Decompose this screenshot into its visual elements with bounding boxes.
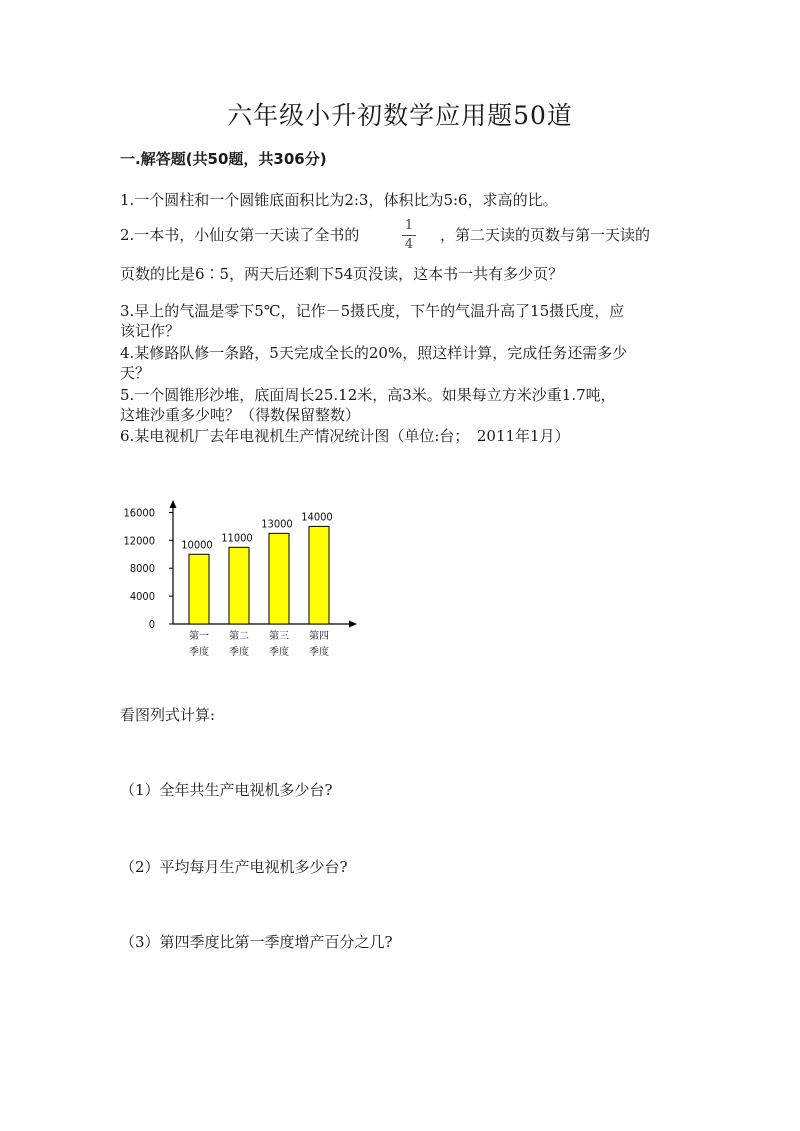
question-1: 1.一个圆柱和一个圆锥底面积比为2:3，体积比为5:6，求高的比。: [120, 191, 558, 209]
x-category-label: 第三: [269, 631, 289, 642]
y-tick-label: 16000: [123, 506, 155, 520]
fraction-one-quarter: [402, 218, 416, 253]
fraction-bar: [402, 235, 416, 236]
x-category-label: 第二: [229, 631, 249, 642]
y-tick-label: 12000: [123, 534, 155, 548]
page-title: 六年级小升初数学应用题50道: [227, 101, 573, 130]
y-axis-arrow: [170, 500, 177, 508]
bar-3: [269, 533, 289, 624]
fraction-numerator: 1: [404, 218, 414, 233]
chart-svg: [105, 490, 375, 670]
question-2-line2: 页数的比是6∶5，两天后还剩下54页没读，这本书一共有多少页？: [120, 265, 564, 283]
chart-prompt: 看图列式计算:: [120, 706, 216, 724]
x-category-label: 第一: [189, 631, 209, 642]
fraction-denominator: 4: [404, 237, 414, 252]
bar-1: [189, 554, 209, 624]
x-category-label: 季度: [269, 647, 289, 658]
x-category-label: 季度: [229, 647, 249, 658]
question-3-line2: 该记作？: [120, 322, 181, 340]
section-heading: 一.解答题(共50题，共306分): [120, 150, 327, 168]
y-tick-label: 4000: [129, 590, 155, 604]
question-5-line2: 这堆沙重多少吨？（得数保留整数）: [120, 406, 361, 424]
x-category-label: 第四: [309, 631, 329, 642]
question-2-part2: ，第二天读的页数与第一天读的: [440, 226, 651, 244]
sub-question-3: （3）第四季度比第一季度增产百分之几?: [120, 933, 393, 951]
question-3-line1: 3.早上的气温是零下5℃，记作－5摄氏度，下午的气温升高了15摄氏度，应: [120, 302, 625, 320]
bar-data-label: 11000: [221, 531, 253, 545]
bar-data-label: 13000: [261, 517, 293, 531]
question-2-part1: 2.一本书，小仙女第一天读了全书的: [120, 226, 360, 244]
sub-question-1: （1）全年共生产电视机多少台?: [120, 781, 333, 799]
x-category-label: 季度: [309, 647, 329, 658]
bar-4: [309, 526, 329, 624]
sub-question-2: （2）平均每月生产电视机多少台?: [120, 858, 348, 876]
bar-data-label: 14000: [301, 510, 333, 524]
x-category-label: 季度: [189, 647, 209, 658]
question-6: 6.某电视机厂去年电视机生产情况统计图（单位:台； 2011年1月）: [120, 427, 570, 445]
question-4-line2: 天？: [120, 364, 151, 382]
bar-data-label: 10000: [181, 538, 213, 552]
x-axis-arrow: [349, 621, 357, 628]
question-5-line1: 5.一个圆锥形沙堆，底面周长25.12米，高3米。如果每立方米沙重1.7吨，: [120, 386, 616, 404]
y-tick-label: 8000: [129, 562, 155, 576]
bar-2: [229, 547, 249, 624]
y-tick-label: 0: [148, 618, 155, 631]
question-4-line1: 4.某修路队修一条路，5天完成全长的20%，照这样计算，完成任务还需多少: [120, 344, 628, 362]
tv-production-bar-chart: [105, 490, 375, 670]
